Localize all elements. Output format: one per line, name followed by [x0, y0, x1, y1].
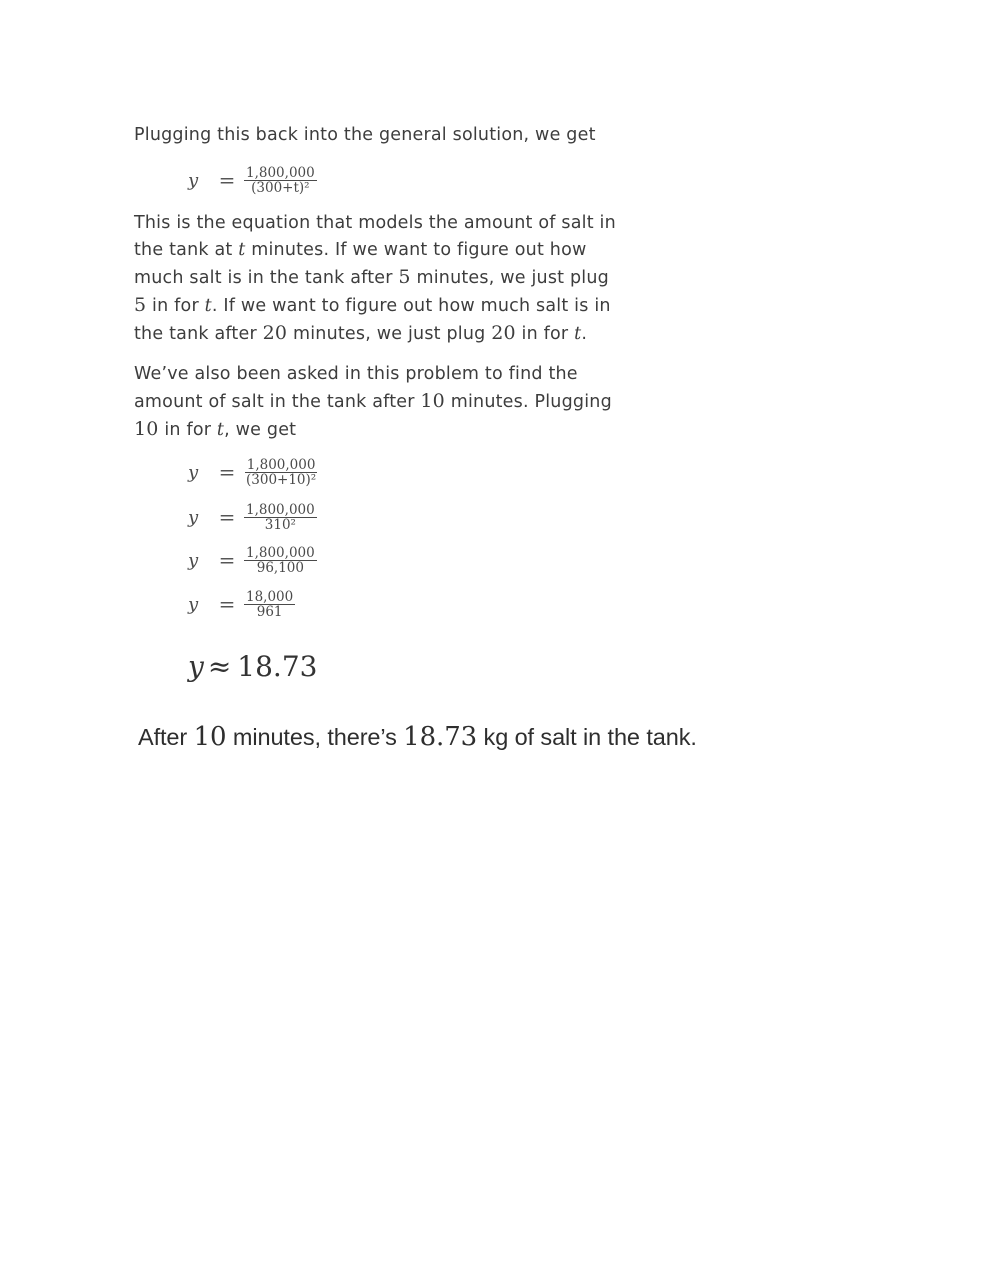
equation-lhs: y: [188, 593, 199, 615]
text-run: .: [581, 324, 588, 344]
denominator: 961: [256, 603, 283, 620]
denominator: (300+t)²: [251, 179, 310, 196]
task-line-3: [134, 416, 824, 444]
general-solution-equation: [188, 163, 317, 197]
equation-lhs: y: [188, 461, 199, 483]
numerator: 1,800,000: [246, 501, 315, 518]
text-run: the tank at: [134, 240, 239, 260]
text-run: the tank after: [134, 324, 263, 344]
explanation-line-4: [134, 292, 824, 320]
step-equation-1: [188, 455, 318, 489]
text-run: minutes. Plugging: [444, 392, 612, 412]
task-paragraph: [134, 361, 824, 444]
equals-sign: =: [218, 168, 236, 192]
math-number: 20: [262, 322, 288, 344]
equation-lhs: y: [188, 169, 199, 191]
equation-lhs: y: [188, 549, 199, 571]
text-run: kg of salt in the tank.: [477, 724, 697, 750]
equals-sign: =: [218, 592, 236, 616]
explanation-line-3: [134, 264, 824, 292]
fraction: [244, 590, 295, 619]
text-run: minutes. If we want to figure out how: [245, 240, 587, 260]
math-number: 10: [134, 418, 159, 440]
math-number: 5: [398, 266, 411, 288]
math-number: 10: [420, 390, 445, 412]
task-line-1: [134, 361, 824, 388]
math-number: 5: [134, 294, 147, 316]
math-variable: t: [216, 420, 225, 440]
equals-sign: =: [218, 505, 236, 529]
denominator: 96,100: [256, 559, 304, 576]
numerator: 1,800,000: [246, 456, 316, 473]
text-run: . If we want to figure out how much salt is in: [211, 296, 611, 316]
text-run: much salt is in the tank after: [134, 268, 399, 288]
text-run: This is the equation that models the amount of salt in: [134, 213, 616, 233]
intro-paragraph: [134, 122, 824, 149]
approx-value: 18.73: [237, 650, 318, 683]
text-run: in for: [515, 324, 575, 344]
numerator: 1,800,000: [246, 544, 315, 561]
math-variable: t: [238, 240, 246, 260]
text-run: in for: [158, 420, 217, 440]
equation-lhs: y: [188, 506, 199, 528]
intro-text: Plugging this back into the general solution, we get: [134, 125, 596, 145]
fraction: [244, 166, 317, 195]
fraction: [244, 546, 317, 575]
explanation-line-2: [134, 237, 824, 264]
denominator: (300+10)²: [246, 471, 317, 488]
math-variable: t: [204, 296, 212, 316]
numerator: 1,800,000: [246, 164, 315, 181]
step-equation-4: [188, 587, 295, 621]
text-run: , we get: [224, 420, 297, 440]
conclusion-sentence: [138, 722, 697, 752]
numerator: 18,000: [246, 588, 294, 605]
text-run: After: [138, 724, 194, 750]
text-run: minutes, we just plug: [410, 268, 609, 288]
step-equation-2: [188, 500, 317, 534]
text-run: amount of salt in the tank after: [134, 392, 421, 412]
text-run: We’ve also been asked in this problem to find the: [134, 364, 578, 384]
explanation-line-1: [134, 210, 824, 237]
fraction: [244, 503, 317, 532]
step-equation-3: [188, 543, 317, 577]
approximate-result: [188, 650, 317, 683]
task-line-2: [134, 388, 824, 416]
math-number: 18.73: [403, 722, 478, 752]
math-variable: t: [574, 324, 582, 344]
math-number: 10: [193, 722, 227, 752]
fraction: [244, 458, 318, 487]
explanation-line-5: [134, 320, 824, 348]
text-run: minutes, we just plug: [287, 324, 492, 344]
approx-symbol: ≈: [207, 650, 232, 683]
text-run: minutes, there’s: [226, 724, 404, 750]
denominator: 310²: [264, 516, 296, 533]
math-number: 20: [491, 322, 516, 344]
equals-sign: =: [218, 460, 236, 484]
explanation-paragraph: [134, 210, 824, 348]
approx-lhs: y: [188, 650, 204, 683]
text-run: in for: [146, 296, 205, 316]
equals-sign: =: [218, 548, 236, 572]
